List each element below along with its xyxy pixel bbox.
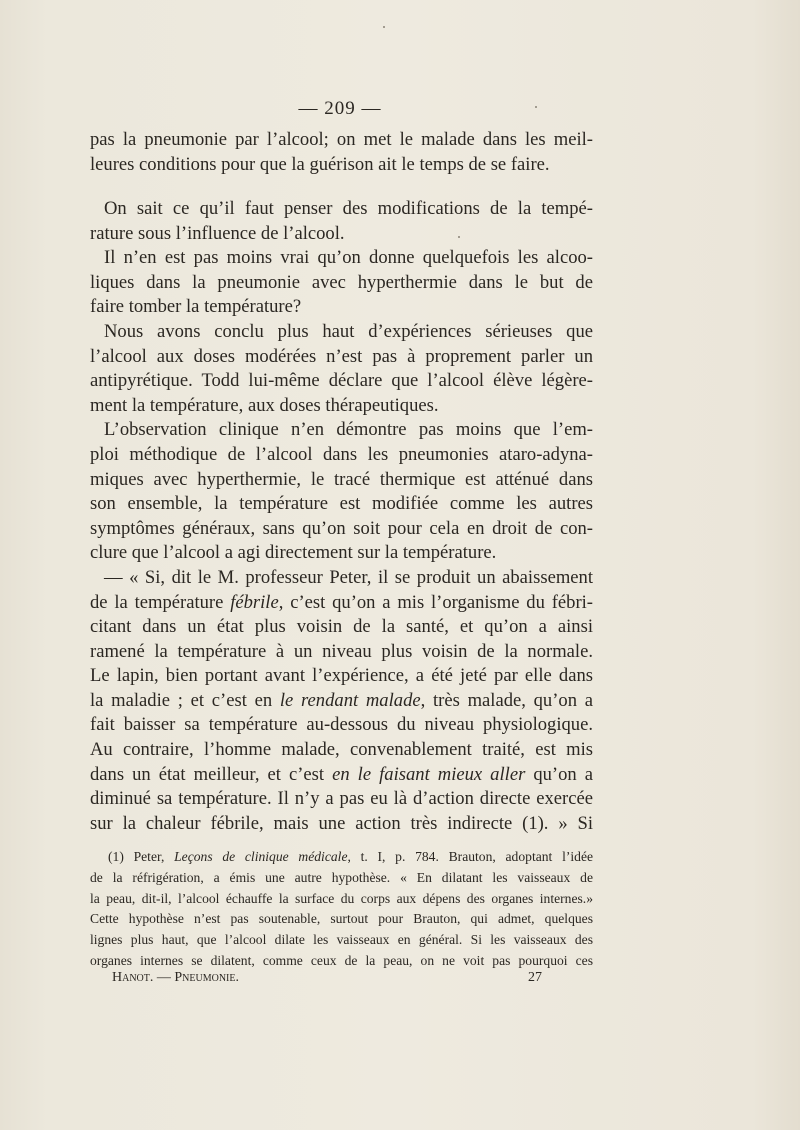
footnote-text: , t. I, p. 784. Brauton, adoptant l’idée xyxy=(347,849,593,864)
quote-text: la maladie ; et c’est en xyxy=(90,689,280,711)
quote-emphasis: fébrile xyxy=(230,591,279,613)
quote-line xyxy=(90,591,593,616)
paragraph-1-line: leures conditions pour que la guérison ait le temps de se faire. xyxy=(90,153,550,175)
quote-line xyxy=(90,689,593,714)
paragraph-2-line: rature sous l’influence de l’alcool. xyxy=(90,222,345,244)
footnote-line: lignes plus haut, que l’alcool dilate les vaisseaux en général. Si les vaisseaux des xyxy=(90,932,593,948)
paragraph-5-line: L’observation clinique n’en démontre pas moins que l’em- xyxy=(104,419,593,441)
quote-text: qu’on a xyxy=(525,763,593,785)
quote-line: Au contraire, l’homme malade, convenablement traité, est mis xyxy=(90,739,593,761)
paragraph-5-line: ploi méthodique de l’alcool dans les pneumonies ataro-adyna- xyxy=(90,443,593,465)
quote-emphasis: en le faisant mieux aller xyxy=(332,763,526,785)
footnote-line: Cette hypothèse n’est pas soutenable, surtout pour Brauton, qui admet, quelques xyxy=(90,911,593,927)
quote-text: , c’est qu’on a mis l’organisme du fébri- xyxy=(278,591,593,613)
quote-text: dans un état meilleur, et c’est xyxy=(90,763,333,785)
quote-line: sur la chaleur fébrile, mais une action très indirecte (1). » Si xyxy=(90,812,593,834)
paragraph-5-line: symptômes généraux, sans qu’on soit pour cela en droit de con- xyxy=(90,517,593,539)
paragraph-5-line: son ensemble, la température est modifiée comme les autres xyxy=(90,493,593,515)
footnote-text: (1) Peter, xyxy=(108,849,175,864)
body-text-continued xyxy=(90,197,593,836)
quote-line: diminué sa température. Il n’y a pas eu là d’action directe exercée xyxy=(90,788,593,810)
quote-line: citant dans un état plus voisin de la santé, et qu’on a ainsi xyxy=(90,616,593,638)
footnote-line xyxy=(90,847,593,868)
paragraph-1-line: pas la pneumonie par l’alcool; on met le malade dans les meil- xyxy=(90,129,593,150)
quote-line xyxy=(90,763,593,788)
paragraph-3-line: faire tomber la température? xyxy=(90,296,302,318)
quote-line: ramené la température à un niveau plus voisin de la normale. xyxy=(90,640,593,662)
paragraph-3-line: Il n’en est pas moins vrai qu’on donne quelquefois les alcoo- xyxy=(104,247,593,269)
paragraph-2-line: On sait ce qu’il faut penser des modifications de la tempé- xyxy=(104,198,593,219)
paragraph-4-line: antipyrétique. Todd lui-même déclare que l’alcool élève légère- xyxy=(90,370,593,392)
quote-text: de la température xyxy=(90,591,231,613)
running-footer xyxy=(112,970,542,986)
body-text xyxy=(90,128,593,177)
quote-text: , très malade, qu’on a xyxy=(420,689,593,711)
quote-line: fait baisser sa température au-dessous du niveau physiologique. xyxy=(90,714,593,736)
footnote-line: la peau, dit-il, l’alcool échauffe la surface du corps aux dépens des organes internes.» xyxy=(90,890,593,906)
paragraph-5-line: clure que l’alcool a agi directement sur la température. xyxy=(90,542,497,564)
quote-line: Le lapin, bien portant avant l’expérience, a été jeté par elle dans xyxy=(90,665,593,687)
page-number: — 209 — xyxy=(298,98,382,119)
footnote-line: organes internes se dilatent, comme ceux de la peau, on ne voit pas pourquoi ces xyxy=(90,952,593,968)
footnote-line: de la réfrigération, a émis une autre hypothèse. « En dilatant les vaisseaux de xyxy=(90,869,593,885)
paragraph-3-line: liques dans la pneumonie avec hyperthermie dans le but de xyxy=(90,271,593,293)
paragraph-4-line: l’alcool aux doses modérées n’est pas à proprement parler un xyxy=(90,345,593,367)
paragraph-4-line: ment la température, aux doses thérapeutiques. xyxy=(90,394,439,416)
signature-mark: 27 xyxy=(528,970,542,985)
paragraph-4-line: Nous avons conclu plus haut d’expériences sérieuses que xyxy=(104,320,593,342)
footer-author: Hanot. — Pneumonie. xyxy=(112,970,239,985)
quote-line: — « Si, dit le M. professeur Peter, il se produit un abaissement xyxy=(104,566,593,588)
footnote-emphasis: Leçons de clinique médicale xyxy=(174,849,348,864)
footnote xyxy=(90,847,593,972)
quote-emphasis: le rendant malade xyxy=(279,689,421,711)
paper-speck xyxy=(383,26,385,28)
paragraph-5-line: miques avec hyperthermie, le tracé thermique est atténué dans xyxy=(90,468,593,490)
